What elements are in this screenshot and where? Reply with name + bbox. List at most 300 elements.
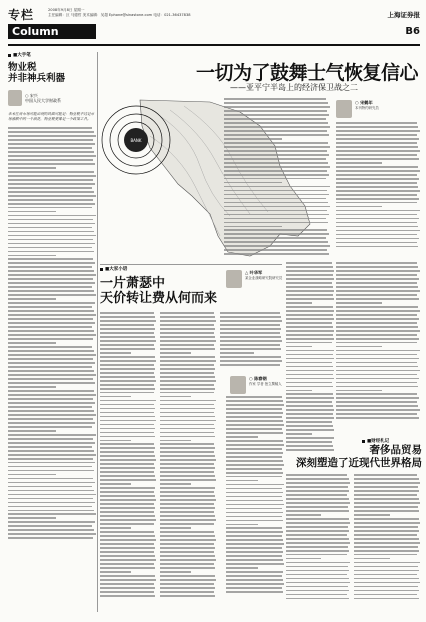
text-line <box>226 468 282 470</box>
text-line <box>224 218 326 220</box>
text-line <box>286 346 312 348</box>
text-line <box>336 338 419 340</box>
main-body-col1 <box>224 98 330 255</box>
text-line <box>224 210 327 212</box>
text-line <box>8 243 95 245</box>
text-line <box>8 474 56 476</box>
text-line <box>224 178 326 180</box>
text-line <box>286 486 348 488</box>
text-line <box>286 514 321 516</box>
text-line <box>8 537 93 539</box>
text-line <box>354 506 418 508</box>
text-line <box>100 388 155 390</box>
text-line <box>226 484 284 486</box>
third-article-headline <box>286 444 422 470</box>
text-line <box>336 334 417 336</box>
left-body-text <box>8 127 96 539</box>
text-line <box>8 513 96 515</box>
text-line <box>160 404 214 406</box>
text-line <box>336 126 418 128</box>
text-line <box>8 163 95 165</box>
text-line <box>336 230 420 232</box>
text-line <box>8 398 93 400</box>
text-line <box>8 294 96 296</box>
text-line <box>226 488 282 490</box>
text-line <box>224 162 328 164</box>
text-line <box>286 370 334 372</box>
text-line <box>8 450 94 452</box>
third-headline-line1: 奢侈品贸易 <box>369 444 422 456</box>
text-line <box>100 595 155 597</box>
text-line <box>100 436 155 438</box>
text-line <box>160 471 214 473</box>
text-line <box>8 358 93 360</box>
text-line <box>160 563 214 565</box>
text-line <box>100 571 131 573</box>
text-line <box>100 459 156 461</box>
text-line <box>160 364 214 366</box>
text-line <box>160 408 215 410</box>
text-line <box>160 316 215 318</box>
text-line <box>224 233 329 235</box>
text-line <box>354 582 420 584</box>
text-line <box>286 530 349 532</box>
text-line <box>354 482 420 484</box>
text-line <box>286 310 334 312</box>
text-line <box>354 574 417 576</box>
text-line <box>100 404 154 406</box>
text-line <box>336 282 417 284</box>
text-line <box>286 429 334 431</box>
text-line <box>336 350 420 352</box>
text-line <box>160 543 214 545</box>
text-line <box>226 464 284 466</box>
text-line <box>354 514 390 516</box>
text-line <box>220 356 281 358</box>
text-line <box>354 478 419 480</box>
text-line <box>336 358 419 360</box>
text-line <box>286 598 349 600</box>
text-line <box>226 428 282 430</box>
second-article-tag: ■大家小语 <box>100 266 127 272</box>
text-line <box>226 504 284 506</box>
text-line <box>224 241 328 243</box>
third-byline <box>230 376 282 394</box>
text-line <box>336 162 382 164</box>
text-line <box>226 456 282 458</box>
text-line <box>224 154 329 156</box>
text-line <box>160 491 214 493</box>
text-line <box>286 397 334 399</box>
text-line <box>8 199 93 201</box>
text-line <box>160 324 214 326</box>
text-line <box>286 550 349 552</box>
text-line <box>286 314 333 316</box>
text-line <box>336 401 417 403</box>
author-photo <box>226 270 242 288</box>
text-line <box>8 191 94 193</box>
text-line <box>226 579 283 581</box>
text-line <box>220 348 281 350</box>
text-line <box>226 527 282 529</box>
text-line <box>160 344 214 346</box>
text-line <box>8 525 92 527</box>
left-column-tag: ■大手笔 <box>8 52 96 58</box>
text-line <box>336 370 420 372</box>
text-line <box>160 340 216 342</box>
text-line <box>160 487 215 489</box>
text-line <box>336 122 417 124</box>
text-line <box>8 155 96 157</box>
text-line <box>224 150 327 152</box>
text-line <box>226 424 284 426</box>
second-body-col3 <box>220 312 282 366</box>
text-line <box>286 306 333 308</box>
text-line <box>8 454 96 456</box>
text-line <box>8 330 94 332</box>
text-line <box>286 578 349 580</box>
text-line <box>224 98 326 100</box>
text-line <box>336 246 418 248</box>
text-line <box>286 378 334 380</box>
text-line <box>100 340 156 342</box>
text-line <box>226 436 258 438</box>
text-line <box>336 417 419 419</box>
text-line <box>8 334 96 336</box>
text-line <box>100 563 154 565</box>
text-line <box>160 519 216 521</box>
issue-date: 2008年9月8日 星期一 <box>48 8 85 12</box>
text-line <box>226 452 283 454</box>
text-line <box>354 498 419 500</box>
text-line <box>160 396 191 398</box>
text-line <box>226 543 284 545</box>
left-title-line1: 物业税 <box>8 62 37 73</box>
text-line <box>8 506 92 508</box>
text-line <box>286 594 347 596</box>
text-line <box>354 598 419 600</box>
text-line <box>336 314 417 316</box>
text-line <box>226 516 282 518</box>
text-line <box>220 364 280 366</box>
text-line <box>336 174 417 176</box>
text-line <box>100 499 156 501</box>
text-line <box>160 384 214 386</box>
text-line <box>8 143 95 145</box>
author-photo <box>230 376 246 394</box>
text-line <box>100 396 131 398</box>
text-line <box>354 530 419 532</box>
text-line <box>224 114 329 116</box>
text-line <box>160 531 214 533</box>
text-line <box>100 384 154 386</box>
text-line <box>336 310 420 312</box>
text-line <box>8 298 56 300</box>
second-byline <box>226 270 282 288</box>
text-line <box>354 490 419 492</box>
text-line <box>160 495 215 497</box>
text-line <box>160 332 214 334</box>
text-line <box>160 420 216 422</box>
text-line <box>224 126 330 128</box>
text-line <box>286 409 334 411</box>
text-line <box>354 590 419 592</box>
text-line <box>8 390 94 392</box>
text-line <box>226 492 283 494</box>
text-line <box>224 142 328 144</box>
text-line <box>226 472 283 474</box>
text-line <box>100 463 154 465</box>
text-line <box>160 559 216 561</box>
text-line <box>160 432 214 434</box>
text-line <box>336 166 418 168</box>
text-line <box>100 320 156 322</box>
third-headline-line2: 深刻塑造了近现代世界格局 <box>296 457 422 469</box>
text-line <box>8 406 92 408</box>
text-line <box>336 409 420 411</box>
text-line <box>336 186 418 188</box>
text-line <box>8 414 96 416</box>
text-line <box>8 486 92 488</box>
text-line <box>226 496 282 498</box>
text-line <box>100 364 154 366</box>
author-name: ○ 宋兴 <box>25 93 38 98</box>
text-line <box>160 451 214 453</box>
text-line <box>354 578 419 580</box>
page-number: B6 <box>405 26 420 37</box>
text-line <box>336 397 419 399</box>
text-line <box>8 326 92 328</box>
text-line <box>336 210 420 212</box>
text-line <box>286 326 333 328</box>
text-line <box>160 412 214 414</box>
text-line <box>286 570 349 572</box>
text-line <box>220 344 280 346</box>
section-rule <box>100 264 282 265</box>
section-title: 专栏 <box>8 8 35 22</box>
text-line <box>224 202 328 204</box>
text-line <box>160 467 215 469</box>
text-line <box>286 425 333 427</box>
text-line <box>160 551 214 553</box>
text-line <box>286 482 350 484</box>
text-line <box>100 475 155 477</box>
text-line <box>8 466 92 468</box>
text-line <box>8 314 96 316</box>
text-line <box>100 491 154 493</box>
text-line <box>336 374 417 376</box>
text-line <box>8 274 96 276</box>
text-line <box>286 278 334 280</box>
text-line <box>286 413 333 415</box>
text-line <box>100 487 155 489</box>
text-line <box>8 462 95 464</box>
text-line <box>8 251 94 253</box>
text-line <box>226 520 283 522</box>
text-line <box>160 328 215 330</box>
text-line <box>8 278 93 280</box>
text-line <box>286 566 348 568</box>
text-line <box>226 559 283 561</box>
text-line <box>100 479 156 481</box>
text-line <box>286 534 347 536</box>
text-line <box>100 511 154 513</box>
text-line <box>226 551 283 553</box>
text-line <box>100 344 154 346</box>
author-name: △ 叶华军 <box>245 270 263 275</box>
text-line <box>100 332 154 334</box>
text-line <box>8 362 95 364</box>
text-line <box>336 362 417 364</box>
text-line <box>226 539 283 541</box>
text-line <box>286 354 333 356</box>
text-line <box>286 330 334 332</box>
text-line <box>224 174 329 176</box>
text-line <box>286 546 348 548</box>
text-line <box>224 118 326 120</box>
text-line <box>224 214 329 216</box>
text-line <box>8 131 94 133</box>
third-article-tag: ■财经札记 <box>362 438 389 444</box>
text-line <box>286 433 312 435</box>
main-headline: 一切为了鼓舞士气恢复信心 <box>196 62 419 84</box>
text-line <box>100 519 156 521</box>
text-line <box>354 586 418 588</box>
text-line <box>100 559 156 561</box>
text-line <box>286 421 332 423</box>
text-line <box>226 412 283 414</box>
text-line <box>100 408 155 410</box>
text-line <box>8 171 94 173</box>
author-title: 某企业战略研究院研究员 <box>245 276 283 280</box>
main-body-col4 <box>336 262 420 419</box>
text-line <box>100 543 154 545</box>
text-line <box>8 235 96 237</box>
text-line <box>8 370 94 372</box>
text-line <box>160 571 191 573</box>
text-line <box>286 498 349 500</box>
text-line <box>160 511 214 513</box>
text-line <box>8 350 94 352</box>
text-line <box>224 134 329 136</box>
text-line <box>336 238 419 240</box>
text-line <box>100 531 154 533</box>
text-line <box>8 446 92 448</box>
text-line <box>336 206 382 208</box>
text-line <box>160 555 215 557</box>
text-line <box>8 482 95 484</box>
text-line <box>354 542 420 544</box>
text-line <box>100 503 154 505</box>
text-line <box>160 400 216 402</box>
text-line <box>224 110 327 112</box>
text-line <box>226 440 283 442</box>
text-line <box>226 480 258 482</box>
section-title-en: Column <box>8 24 96 39</box>
text-line <box>336 326 418 328</box>
text-line <box>100 471 154 473</box>
text-line <box>160 579 216 581</box>
text-line <box>100 535 155 537</box>
text-line <box>336 413 417 415</box>
text-line <box>8 203 95 205</box>
text-line <box>8 211 56 213</box>
text-line <box>8 282 95 284</box>
text-line <box>100 483 131 485</box>
text-line <box>100 356 155 358</box>
text-line <box>8 342 56 344</box>
text-line <box>286 441 332 443</box>
third-body-col1 <box>226 396 284 593</box>
text-line <box>354 566 418 568</box>
text-line <box>286 290 334 292</box>
text-line <box>226 400 283 402</box>
text-line <box>8 290 94 292</box>
left-column <box>8 52 96 612</box>
text-line <box>286 417 334 419</box>
text-line <box>224 229 327 231</box>
text-line <box>8 346 92 348</box>
text-line <box>160 356 215 358</box>
text-line <box>8 195 96 197</box>
text-line <box>224 170 327 172</box>
text-line <box>224 190 327 192</box>
text-line <box>220 316 281 318</box>
text-line <box>8 426 92 428</box>
text-line <box>100 424 154 426</box>
text-line <box>224 122 328 124</box>
text-line <box>286 350 334 352</box>
main-byline <box>336 100 379 118</box>
text-line <box>336 170 420 172</box>
text-line <box>286 334 333 336</box>
text-line <box>224 138 282 140</box>
text-line <box>8 410 94 412</box>
author-title: 作家 学者 独立撰稿人 <box>249 382 282 386</box>
text-line <box>8 478 93 480</box>
text-line <box>160 515 215 517</box>
text-line <box>286 494 347 496</box>
text-line <box>100 495 155 497</box>
text-line <box>8 135 96 137</box>
text-line <box>160 455 215 457</box>
text-line <box>226 404 284 406</box>
text-line <box>286 374 333 376</box>
text-line <box>8 306 92 308</box>
text-line <box>8 266 92 268</box>
text-line <box>336 393 417 395</box>
second-body-col1 <box>100 312 156 597</box>
text-line <box>8 521 95 523</box>
text-line <box>8 338 93 340</box>
author-title: 中国人民大学财政系 <box>25 98 61 103</box>
text-line <box>336 378 419 380</box>
text-line <box>8 302 95 304</box>
text-line <box>160 436 215 438</box>
text-line <box>100 591 154 593</box>
text-line <box>8 262 95 264</box>
text-line <box>100 451 154 453</box>
author-title: 本刊特约研究员 <box>355 106 379 110</box>
main-body-col2 <box>336 122 420 247</box>
text-line <box>8 378 93 380</box>
text-line <box>8 322 95 324</box>
text-line <box>100 376 155 378</box>
text-line <box>286 506 348 508</box>
text-line <box>160 527 191 529</box>
text-line <box>224 253 329 255</box>
left-column-title <box>8 62 96 84</box>
